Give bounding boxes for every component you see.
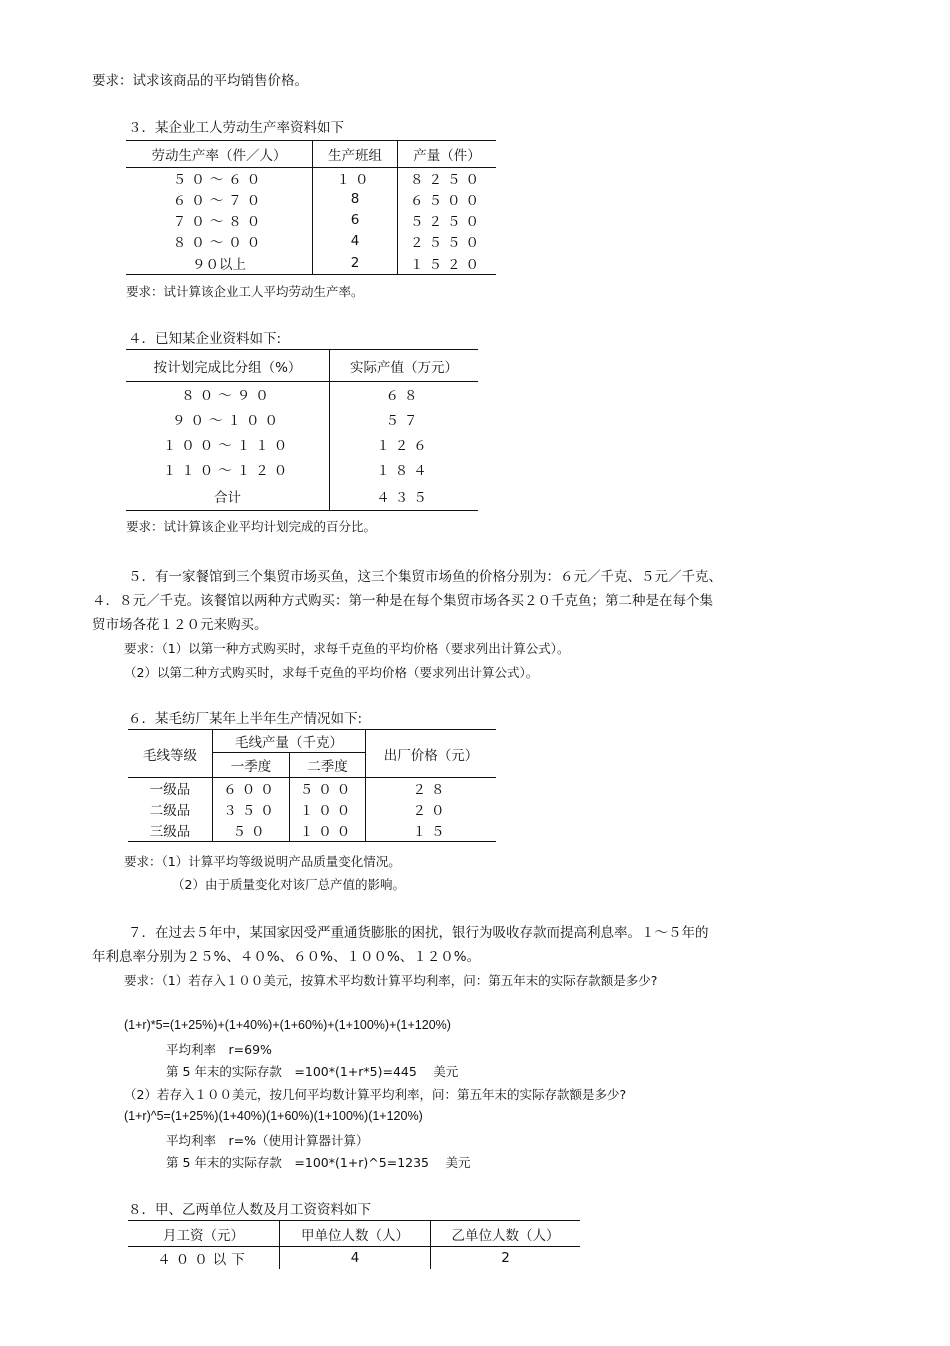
average-rate-text: 平均利率 r=69% — [166, 1042, 272, 1057]
table-cell: ６００ — [213, 778, 290, 799]
table-cell: １１０～１２０ — [162, 463, 293, 479]
table-cell: ５７ — [330, 407, 479, 432]
deposit-text: 第 5 年末的实际存款 =100*(1+r*5)=445 美元 — [166, 1064, 459, 1079]
table-cell: ８０～９０ — [181, 388, 274, 405]
header-grade: 毛线等级 — [128, 730, 213, 778]
table-cell: ９０～１００ — [172, 413, 283, 429]
formula-text: (1+r)^5=(1+25%)(1+40%)(1+60%)(1+100%)(1+120%) — [124, 1109, 423, 1123]
table-cell: 2 — [431, 1247, 581, 1269]
header-q2: 二季度 — [290, 753, 366, 778]
table-cell: 8 — [313, 189, 398, 210]
question-5-text: 贸市场各花１２０元来购买。 — [92, 617, 268, 633]
table-row — [128, 778, 496, 799]
requirement-text: （2）以第二种方式购买时，求每千克鱼的平均价格（要求列出计算公式）。 — [124, 665, 539, 680]
header-price: 出厂价格（元） — [366, 730, 497, 778]
table-row — [128, 799, 496, 820]
header-actual-output: 实际产值（万元） — [330, 350, 479, 382]
requirement-text: 要求：试计算该企业平均计划完成的百分比。 — [126, 519, 377, 534]
header-wage: 月工资（元） — [163, 1227, 244, 1244]
requirement-text: （2）由于质量变化对该厂总产值的影响。 — [172, 877, 405, 892]
q4-table — [126, 349, 478, 511]
table-cell: 4 — [313, 231, 398, 252]
table-cell: ５０ — [213, 820, 290, 842]
requirement-text: 要求：（1）若存入１００美元，按算术平均数计算平均利率，问：第五年末的实际存款额是多少? — [124, 973, 658, 988]
table-cell: ２０ — [366, 799, 497, 820]
table-row — [126, 482, 478, 511]
table-cell: ８２５０ — [398, 168, 497, 189]
table-cell: 一级品 — [149, 782, 191, 799]
header-teams: 生产班组 — [313, 141, 398, 168]
table-row — [126, 168, 496, 189]
table-cell: ９０以上 — [192, 256, 246, 273]
table-row — [126, 252, 496, 275]
question-5-text: ４．８元／千克。该餐馆以两种方式购买：第一种是在每个集贸市场各买２０千克鱼；第二种是在每个集 — [92, 593, 713, 609]
table-row — [126, 382, 478, 407]
requirement-text: 要求：试求该商品的平均销售价格。 — [92, 73, 308, 89]
deposit-text: 第 5 年末的实际存款 =100*(1+r)^5=1235 美元 — [166, 1155, 471, 1170]
question-7-text: ７．在过去５年中，某国家因受严重通货膨胀的困扰，银行为吸收存款而提高利息率。１～５年的 — [128, 925, 709, 941]
table-row — [128, 820, 496, 842]
table-cell: １５２０ — [398, 252, 497, 275]
header-unit-a: 甲单位人数（人） — [280, 1221, 431, 1247]
header-unit-b: 乙单位人数（人） — [431, 1221, 581, 1247]
header-plan-group: 按计划完成比分组（%） — [153, 359, 302, 376]
table-cell: 2 — [313, 252, 398, 275]
table-cell: ２８ — [366, 778, 497, 799]
table-cell: １００ — [290, 820, 366, 842]
requirement-text: 要求：试计算该企业工人平均劳动生产率。 — [126, 284, 364, 299]
question-8-title: ８．甲、乙两单位人数及月工资资料如下 — [128, 1202, 371, 1218]
table-cell: １２６ — [330, 432, 479, 457]
table-row — [126, 231, 496, 252]
requirement-text: 要求：（1）以第一种方式购买时，求每千克鱼的平均价格（要求列出计算公式）。 — [124, 641, 570, 656]
table-cell: ４００以下 — [157, 1251, 250, 1268]
question-7-text: 年利息率分别为２５%、４０%、６０%、１００%、１２０%。 — [92, 949, 481, 965]
q6-table — [128, 729, 496, 842]
table-cell: １０ — [313, 168, 398, 189]
table-cell: ２５５０ — [398, 231, 497, 252]
table-cell: ５００ — [290, 778, 366, 799]
average-rate-text: 平均利率 r=%（使用计算器计算） — [166, 1133, 369, 1148]
table-cell: 6 — [313, 210, 398, 231]
table-cell: ６８ — [330, 382, 479, 407]
requirement-text: （2）若存入１００美元，按几何平均数计算平均利率，问：第五年末的实际存款额是多少? — [124, 1087, 627, 1102]
table-row — [128, 1247, 580, 1269]
header-q1: 一季度 — [213, 753, 290, 778]
table-row — [126, 432, 478, 457]
table-cell: ７０～８０ — [172, 214, 266, 230]
table-cell: 三级品 — [149, 824, 191, 841]
table-cell: ８０～００ — [172, 235, 266, 251]
question-3-title: ３．某企业工人劳动生产率资料如下 — [128, 120, 344, 136]
table-cell: 二级品 — [149, 803, 191, 819]
question-4-title: ４．已知某企业资料如下: — [128, 331, 282, 347]
question-6-title: ６．某毛纺厂某年上半年生产情况如下: — [128, 711, 363, 727]
table-row — [126, 189, 496, 210]
requirement-text: 要求：（1）计算平均等级说明产品质量变化情况。 — [124, 854, 401, 869]
table-row — [126, 210, 496, 231]
table-row — [126, 407, 478, 432]
q3-table — [126, 140, 496, 275]
table-cell: １００ — [290, 799, 366, 820]
table-cell: ３５０ — [213, 799, 290, 820]
table-cell: 合计 — [214, 489, 241, 506]
q8-table — [128, 1220, 580, 1269]
table-cell: １８４ — [330, 457, 479, 482]
table-cell: ６０～７０ — [172, 193, 266, 209]
table-cell: ５２５０ — [398, 210, 497, 231]
table-cell: ５０～６０ — [172, 172, 266, 189]
header-productivity: 劳动生产率（件／人） — [151, 148, 287, 164]
question-5-text: ５．有一家餐馆到三个集贸市场买鱼，这三个集贸市场鱼的价格分别为：６元／千克、５元／千克、 — [128, 569, 722, 585]
table-cell: 4 — [280, 1247, 431, 1269]
header-output: 毛线产量（千克） — [213, 730, 366, 753]
table-cell: １００～１１０ — [162, 438, 293, 454]
table-cell: ４３５ — [330, 482, 479, 511]
header-output: 产量（件） — [398, 141, 497, 168]
table-cell: ６５００ — [398, 189, 497, 210]
table-row — [126, 457, 478, 482]
table-cell: １５ — [366, 820, 497, 842]
formula-text: (1+r)*5=(1+25%)+(1+40%)+(1+60%)+(1+100%)+(1+120%) — [124, 1018, 451, 1032]
